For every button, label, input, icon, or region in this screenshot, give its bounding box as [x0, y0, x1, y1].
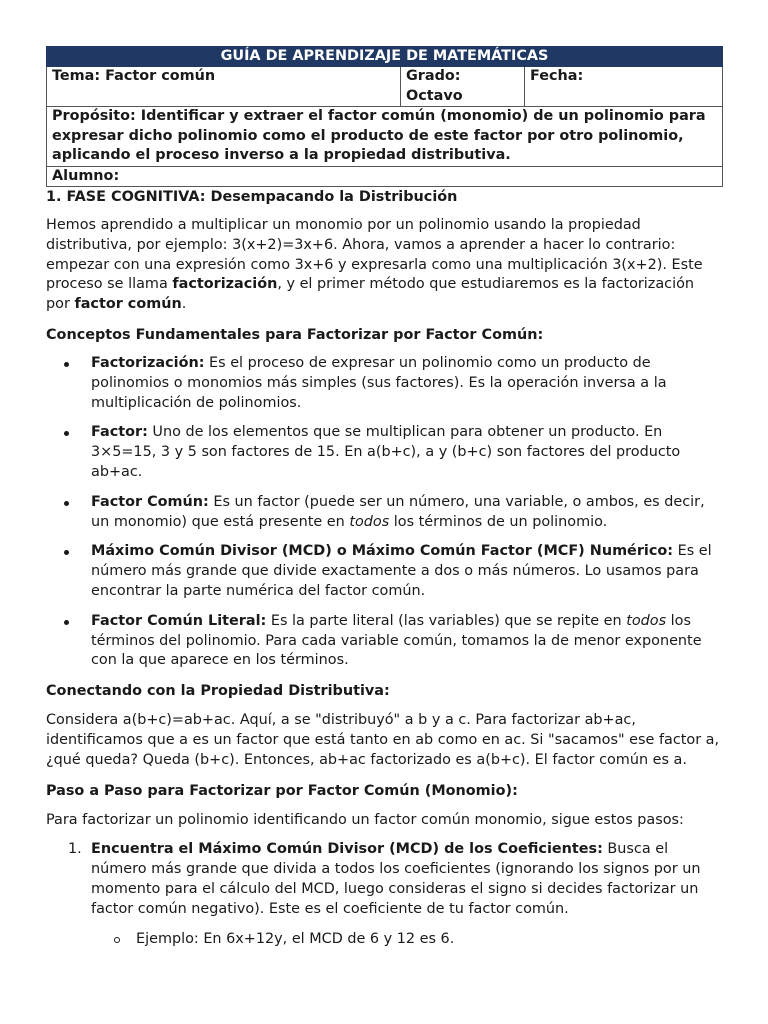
- student-cell: Alumno:: [47, 166, 723, 187]
- distributive-paragraph: Considera a(b+c)=ab+ac. Aquí, a se "distribuyó" a b y a c. Para factorizar ab+ac, identificamos que a es un factor que está tanto en ab como en ac. Si "sacamos" ese factor a, ¿qué queda? Queda (b+c). Entonces, ab+ac factorizado es a(b+c). El factor común es a.: [46, 712, 720, 768]
- purpose-cell: Propósito: Identificar y extraer el factor común (monomio) de un polinomio para expresar dicho polinomio como el producto de este factor por otro polinomio, aplicando el proceso inverso a la propiedad distributiva.: [47, 107, 723, 167]
- grade-cell: [401, 67, 525, 107]
- list-item: Factor: Uno de los elementos que se multiplican para obtener un producto. En 3×5=15, 3 y 5 son factores de 15. En a(b+c), a y (b+c) son factores del producto ab+ac.: [46, 423, 722, 482]
- example-subitem: [46, 930, 722, 950]
- steps-list: [46, 840, 722, 919]
- concepts-heading: Conceptos Fundamentales para Factorizar por Factor Común:: [46, 326, 544, 343]
- bullet-icon: [64, 620, 69, 625]
- intro-paragraph: Hemos aprendido a multiplicar un monomio por un polinomio usando la propiedad distributiva, por ejemplo: 3(x+2)=3x+6. Ahora, vamos a aprender a hacer lo contrario: empezar con una expresión como 3x+6 y expresarla como una multiplicación 3(x+2). Este proceso se llama factorización, y el primer método que estudiaremos es la factorización por factor común.: [46, 217, 703, 313]
- section-heading-cognitive: 1. FASE COGNITIVA: Desempacando la Distribución: [46, 189, 458, 205]
- list-item: Factorización: Es el proceso de expresar un polinomio como un producto de polinomios o monomios más simples (sus factores). Es la operación inversa a la multiplicación de polinomios.: [46, 354, 722, 413]
- distributive-heading: Conectando con la Propiedad Distributiva:: [46, 683, 390, 700]
- date-cell: Fecha:: [525, 67, 723, 107]
- topic-cell: Tema: Factor común: [47, 67, 401, 107]
- bullet-icon: [64, 362, 69, 367]
- list-item: Máximo Común Divisor (MCD) o Máximo Común Factor (MCF) Numérico: Es el número más grande que divide exactamente a dos o más números. Lo usamos para encontrar la parte numérica del factor común.: [46, 542, 722, 601]
- steps-heading: Paso a Paso para Factorizar por Factor Común (Monomio):: [46, 782, 518, 799]
- bullet-icon: [64, 431, 69, 436]
- bullet-icon: [64, 501, 69, 506]
- steps-intro: Para factorizar un polinomio identificando un factor común monomio, sigue estos pasos:: [46, 811, 684, 828]
- grade-label: Grado:: [406, 68, 461, 84]
- document-page: [46, 46, 722, 949]
- step-number: 1.: [68, 841, 82, 858]
- header-table: [46, 46, 723, 187]
- bullet-icon: [64, 550, 69, 555]
- guide-title: GUÍA DE APRENDIZAJE DE MATEMÁTICAS: [47, 47, 723, 67]
- list-item: Factor Común Literal: Es la parte literal (las variables) que se repite en todos los términos del polinomio. Para cada variable común, tomamos la de menor exponente con la que aparece en los términos.: [46, 612, 722, 671]
- concepts-list: [46, 354, 722, 671]
- example-text: Ejemplo: En 6x+12y, el MCD de 6 y 12 es 6.: [136, 930, 455, 947]
- circle-bullet-icon: [114, 937, 120, 943]
- list-item: Factor Común: Es un factor (puede ser un número, una variable, o ambos, es decir, un monomio) que está presente en todos los términos de un polinomio.: [46, 493, 722, 533]
- list-item: 1. Encuentra el Máximo Común Divisor (MCD) de los Coeficientes: Busca el número más grande que divida a todos los coeficientes (ignorando los signos por un momento para el cálculo del MCD, luego consideras el signo si decides factorizar un factor común negativo). Este es el coeficiente de tu factor común.: [68, 841, 701, 917]
- grade-value: Octavo: [406, 87, 463, 104]
